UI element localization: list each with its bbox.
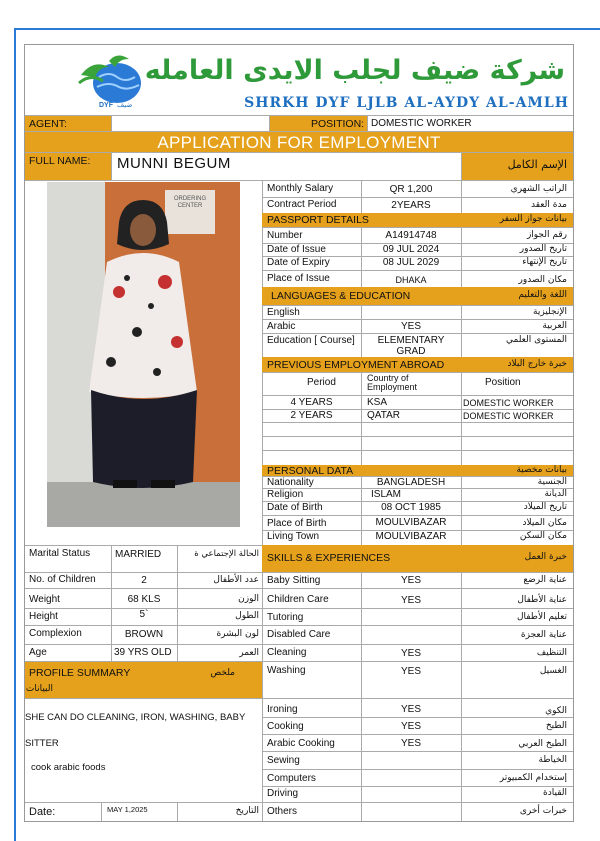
passport-issue-arabic: تاريخ الصدور <box>519 244 567 254</box>
fullname-label-arabic: الإسم الكامل <box>507 158 567 171</box>
dob-value: 08 OCT 1985 <box>381 502 441 513</box>
skill-arabiccooking-label: Arabic Cooking <box>267 738 335 749</box>
prev-row-1-position: DOMESTIC WORKER <box>463 398 554 408</box>
education-value: ELEMENTARY GRAD <box>377 335 445 357</box>
period-value: 2YEARS <box>391 200 431 211</box>
fullname-value: MUNNI BEGUM <box>117 155 231 172</box>
skill-washing-value: YES <box>400 666 421 677</box>
skill-disabledcare-label: Disabled Care <box>267 629 331 640</box>
photo-sign-text: ORDERING CENTER <box>173 196 207 210</box>
date-value: MAY 1,2025 <box>107 805 148 814</box>
period-label-arabic: مدة العقد <box>531 200 567 210</box>
living-town-value: MOULVIBAZAR <box>375 531 447 542</box>
marital-label: Marital Status <box>29 548 91 559</box>
skill-driving-arabic: القيادة <box>543 788 567 798</box>
skill-others-arabic: خبرات أخرى <box>519 806 567 816</box>
photo-figure <box>47 182 240 527</box>
age-arabic: العمر <box>239 648 259 658</box>
height-arabic: الطول <box>235 611 259 621</box>
arabic-value: YES <box>400 321 421 332</box>
nationality-label: Nationality <box>267 477 314 488</box>
marital-value: MARRIED <box>115 549 162 560</box>
height-label: Height <box>29 611 58 622</box>
complexion-label: Complexion <box>29 628 82 639</box>
salary-label: Monthly Salary <box>267 183 334 194</box>
passport-place-value: DHAKA <box>395 275 427 285</box>
fullname-label: FULL NAME: <box>29 155 91 167</box>
passport-expiry-value: 08 JUL 2029 <box>382 257 440 268</box>
passport-number-label: Number <box>267 230 303 241</box>
personal-header-arabic: بيانات مخصية <box>516 465 567 475</box>
skill-cooking-value: YES <box>400 721 421 732</box>
living-town-label: Living Town <box>267 531 320 542</box>
prev-row-1-country: KSA <box>367 397 388 408</box>
passport-issue-label: Date of Issue <box>267 244 326 255</box>
skill-tutoring-arabic: تعليم الأطفال <box>516 612 567 622</box>
application-form <box>24 44 574 822</box>
pob-arabic: مكان الميلاد <box>522 518 567 528</box>
skill-childrencare-label: Children Care <box>267 594 329 605</box>
religion-value: ISLAM <box>371 489 402 500</box>
skill-tutoring-label: Tutoring <box>267 612 304 623</box>
logo-text: DYF <box>99 102 113 109</box>
applicant-photo <box>47 182 240 527</box>
passport-number-value: A14914748 <box>385 230 437 241</box>
personal-header: PERSONAL DATA <box>267 465 354 477</box>
position-label: POSITION: <box>311 118 365 130</box>
period-label: Contract Period <box>267 199 337 210</box>
skill-computers-arabic: إستخدام الكمبيوتر <box>499 773 567 783</box>
skill-disabledcare-arabic: عناية العجزة <box>520 630 567 640</box>
religion-label: Religion <box>267 489 304 500</box>
children-label: No. of Children <box>29 574 96 585</box>
skill-sewing-label: Sewing <box>267 755 300 766</box>
children-arabic: عدد الأطفال <box>213 575 259 585</box>
pob-value: MOULVIBAZAR <box>375 517 447 528</box>
skill-sewing-arabic: الخياطة <box>538 755 567 765</box>
dob-arabic: تاريخ الميلاد <box>523 502 567 512</box>
passport-number-arabic: رقم الجواز <box>526 230 567 240</box>
profile-header-arabic-2: البيانات <box>25 684 53 694</box>
profile-line-1: SHE CAN DO CLEANING, IRON, WASHING, BABY <box>25 712 246 723</box>
skill-ironing-label: Ironing <box>267 704 298 715</box>
date-label: Date: <box>29 806 56 818</box>
logo-text-arabic: ضيف <box>117 101 133 109</box>
skill-arabiccooking-value: YES <box>400 738 421 749</box>
weight-value: 68 KLS <box>127 594 161 605</box>
skill-babysitting-label: Baby Sitting <box>267 575 321 586</box>
skill-arabiccooking-arabic: الطبخ العربي <box>518 739 567 749</box>
date-arabic: التاريخ <box>235 806 259 816</box>
skill-childrencare-value: YES <box>400 595 421 606</box>
living-town-arabic: مكان السكن <box>519 531 567 541</box>
nationality-arabic: الجنسية <box>537 477 567 487</box>
complexion-value: BROWN <box>124 629 164 640</box>
skill-childrencare-arabic: عناية الأطفال <box>517 595 567 605</box>
english-arabic: الإنجليزية <box>533 307 567 317</box>
skill-ironing-arabic: الكوي <box>545 706 567 716</box>
skill-babysitting-value: YES <box>400 575 421 586</box>
english-label: English <box>267 307 300 318</box>
age-value: 39 YRS OLD <box>114 647 172 658</box>
weight-arabic: الوزن <box>238 594 259 604</box>
prev-row-2-country: QATAR <box>367 410 400 421</box>
col-country: Country of Employment <box>367 373 418 393</box>
skill-cleaning-arabic: التنظيف <box>536 648 567 658</box>
languages-header: LANGUAGES & EDUCATION <box>271 290 411 302</box>
skill-cooking-label: Cooking <box>267 721 304 732</box>
skill-computers-label: Computers <box>267 773 316 784</box>
prev-row-2-position: DOMESTIC WORKER <box>463 411 554 421</box>
skill-cleaning-label: Cleaning <box>267 647 307 658</box>
skill-cooking-arabic: الطبخ <box>545 721 567 731</box>
passport-header-arabic: بيانات جواز السفر <box>499 214 567 224</box>
skill-others-label: Others <box>267 806 298 817</box>
company-name-arabic: شركة ضيف لجلب الايدى العامله <box>144 55 565 86</box>
education-label: Education [ Course] <box>267 335 355 346</box>
pob-label: Place of Birth <box>267 518 327 529</box>
skill-driving-label: Driving <box>267 788 299 799</box>
education-arabic: المستوى العلمي <box>505 335 567 345</box>
complexion-arabic: لون البشرة <box>216 629 259 639</box>
col-period: Period <box>307 377 336 388</box>
prev-row-1-period: 4 YEARS <box>290 397 333 408</box>
profile-line-2: SITTER <box>25 738 59 749</box>
salary-value: QR 1,200 <box>389 184 433 195</box>
marital-arabic: الحالة الإجتماعي ة <box>194 549 259 559</box>
height-value: 5` <box>139 609 149 620</box>
children-value: 2 <box>141 575 147 586</box>
agent-field[interactable] <box>117 119 267 131</box>
passport-place-label: Place of Issue <box>267 273 330 284</box>
nationality-value: BANGLADESH <box>376 477 446 488</box>
weight-label: Weight <box>29 594 60 605</box>
religion-arabic: الديانة <box>544 489 567 499</box>
languages-header-arabic: اللغة والتعليم <box>518 290 567 300</box>
dob-label: Date of Birth <box>267 502 323 513</box>
profile-header-arabic: ملخص <box>210 668 235 678</box>
age-label: Age <box>29 647 47 658</box>
profile-header: PROFILE SUMMARY <box>29 667 131 679</box>
form-title: APPLICATION FOR EMPLOYMENT <box>157 133 441 152</box>
profile-line-3: cook arabic foods <box>31 762 106 773</box>
skill-ironing-value: YES <box>400 704 421 715</box>
prev-employment-header-arabic: خبرة خارج البلاد <box>507 359 567 369</box>
skill-washing-label: Washing <box>267 665 306 676</box>
skill-babysitting-arabic: عناية الرضع <box>523 575 567 585</box>
skill-cleaning-value: YES <box>400 648 421 659</box>
passport-place-arabic: مكان الصدور <box>518 275 567 285</box>
position-value: DOMESTIC WORKER <box>371 118 472 129</box>
passport-header: PASSPORT DETAILS <box>267 214 369 226</box>
passport-issue-value: 09 JUL 2024 <box>382 244 440 255</box>
skills-header: SKILLS & EXPERIENCES <box>267 552 391 564</box>
arabic-label: Arabic <box>267 321 296 332</box>
passport-expiry-label: Date of Expiry <box>267 257 330 268</box>
salary-label-arabic: الراتب الشهري <box>510 184 567 194</box>
skills-header-arabic: خبرة العمل <box>524 552 567 562</box>
arabic-arabic: العربية <box>542 321 567 331</box>
company-name-english: SHRKH DYF LJLB AL-AYDY AL-AMLH <box>244 95 569 111</box>
prev-employment-header: PREVIOUS EMPLOYMENT ABROAD <box>267 359 445 371</box>
skill-washing-arabic: الغسيل <box>539 666 567 676</box>
passport-expiry-arabic: تاريخ الإنتهاء <box>522 257 567 267</box>
prev-row-2-period: 2 YEARS <box>290 410 333 421</box>
agent-label: AGENT: <box>29 118 67 130</box>
col-position: Position <box>485 377 521 388</box>
